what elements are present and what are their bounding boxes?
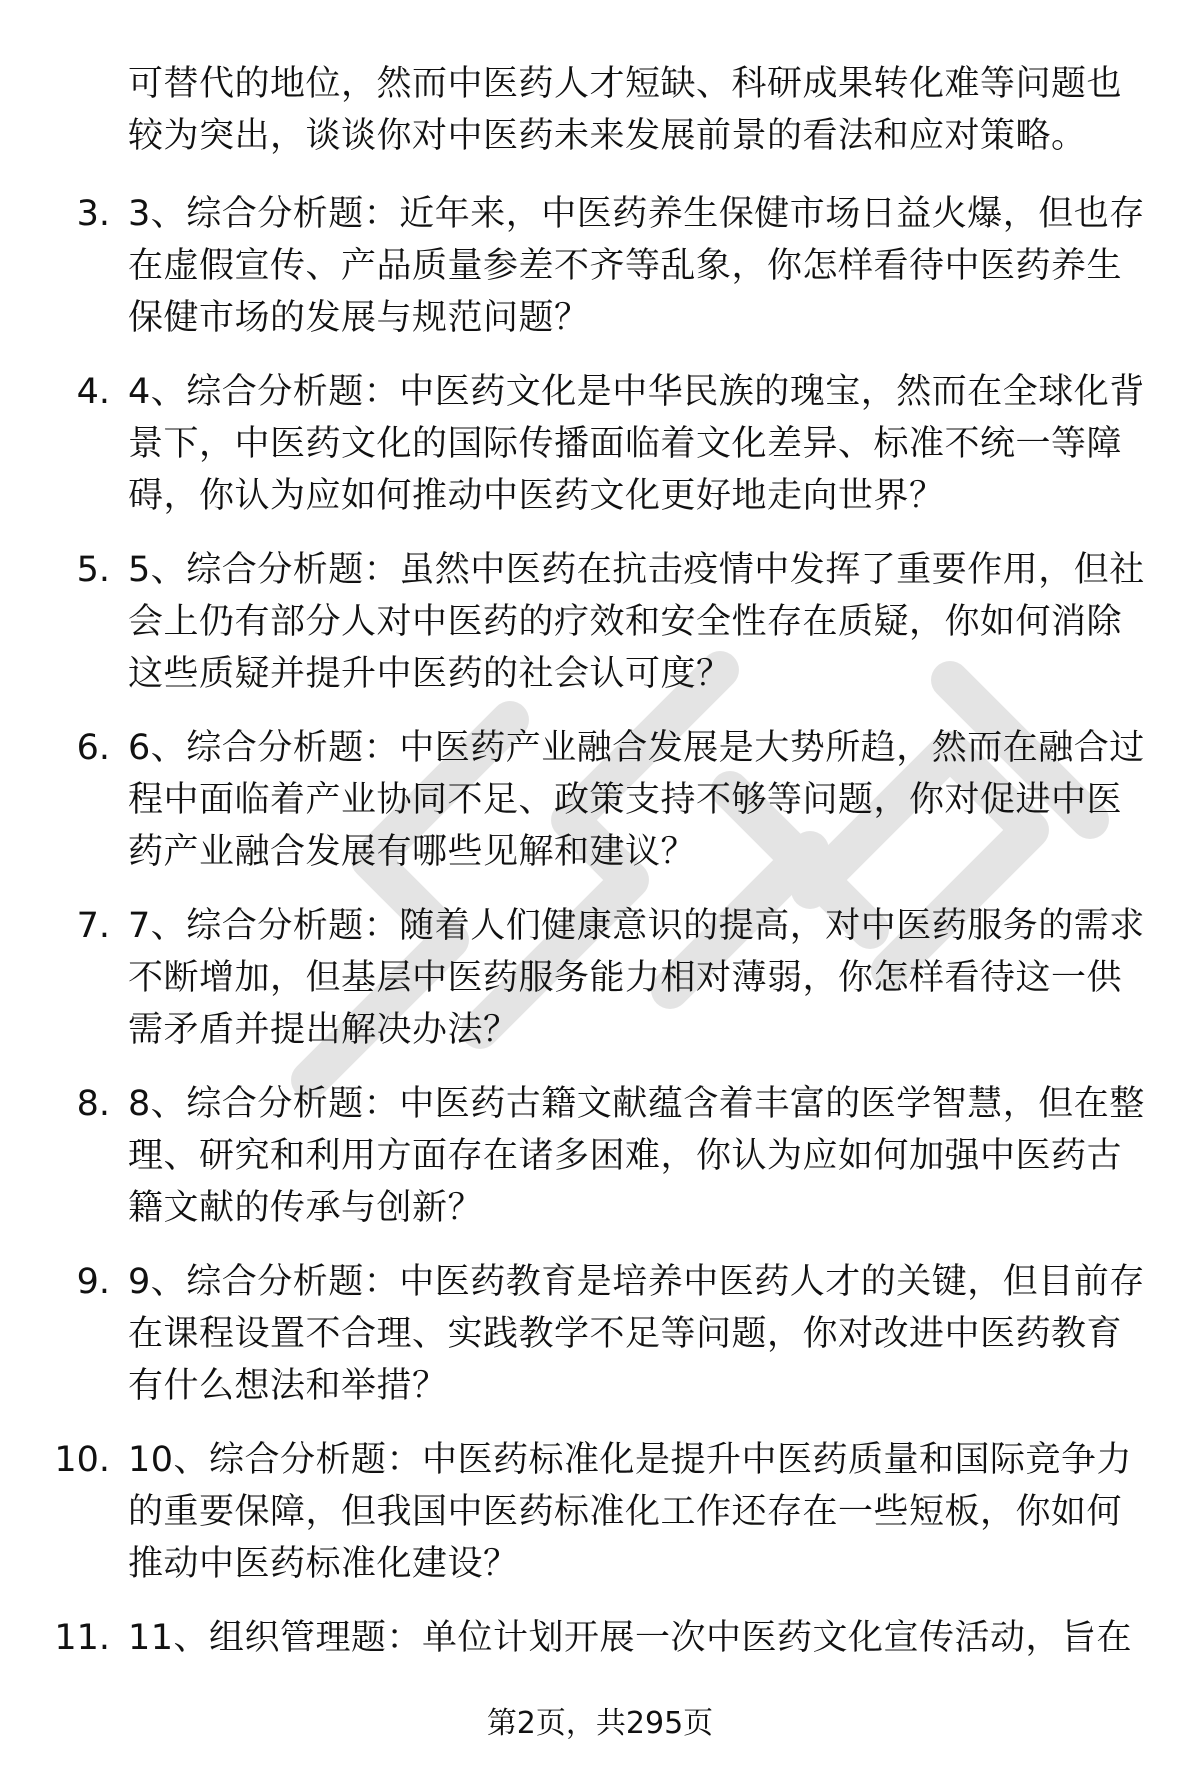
question-line: 碍，你认为应如何推动中医药文化更好地走向世界？ [128, 476, 945, 516]
question-text [128, 722, 1168, 878]
question-line: 4、综合分析题：中医药文化是中华民族的瑰宝，然而在全球化背 [128, 372, 1145, 412]
question-text [128, 188, 1168, 344]
question-number: 3. [76, 194, 110, 234]
intro-line: 较为突出，谈谈你对中医药未来发展前景的看法和应对策略。 [128, 116, 1087, 156]
question-number: 4. [76, 372, 110, 412]
page-number-label: 第2页，共295页 [486, 1706, 714, 1741]
question-line: 6、综合分析题：中医药产业融合发展是大势所趋，然而在融合过 [128, 728, 1145, 768]
question-text [128, 1078, 1168, 1234]
question-line: 7、综合分析题：随着人们健康意识的提高，对中医药服务的需求 [128, 906, 1145, 946]
question-line: 5、综合分析题：虽然中医药在抗击疫情中发挥了重要作用，但社 [128, 550, 1145, 590]
question-item-7 [0, 900, 1200, 1078]
question-item-6 [0, 722, 1200, 900]
question-list [0, 188, 1200, 1790]
question-item-8 [0, 1078, 1200, 1256]
question-line: 这些质疑并提升中医药的社会认可度？ [128, 654, 732, 694]
question-line: 有什么想法和举措？ [128, 1366, 448, 1406]
question-line: 11、组织管理题：单位计划开展一次中医药文化宣传活动，旨在 [128, 1618, 1133, 1658]
question-item-9 [0, 1256, 1200, 1434]
question-number: 7. [76, 906, 110, 946]
question-item-11 [0, 1612, 1200, 1790]
question-number: 11. [54, 1618, 110, 1658]
question-line: 8、综合分析题：中医药古籍文献蕴含着丰富的医学智慧，但在整 [128, 1084, 1145, 1124]
question-line: 景下，中医药文化的国际传播面临着文化差异、标准不统一等障 [128, 424, 1123, 464]
question-line: 在虚假宣传、产品质量参差不齐等乱象，你怎样看待中医药养生 [128, 246, 1123, 286]
intro-paragraph [128, 58, 1138, 162]
question-line: 不断增加，但基层中医药服务能力相对薄弱，你怎样看待这一供 [128, 958, 1123, 998]
page-footer [0, 1702, 1200, 1746]
question-line: 保健市场的发展与规范问题？ [128, 298, 590, 338]
question-line: 药产业融合发展有哪些见解和建议？ [128, 832, 697, 872]
question-number: 10. [54, 1440, 110, 1480]
question-line: 理、研究和利用方面存在诸多困难，你认为应如何加强中医药古 [128, 1136, 1123, 1176]
question-line: 程中面临着产业协同不足、政策支持不够等问题，你对促进中医 [128, 780, 1123, 820]
question-item-5 [0, 544, 1200, 722]
question-line: 9、综合分析题：中医药教育是培养中医药人才的关键，但目前存 [128, 1262, 1145, 1302]
question-text [128, 1612, 1168, 1664]
question-text [128, 1256, 1168, 1412]
question-text [128, 544, 1168, 700]
question-line: 的重要保障，但我国中医药标准化工作还存在一些短板，你如何 [128, 1492, 1123, 1532]
question-item-4 [0, 366, 1200, 544]
question-text [128, 900, 1168, 1056]
question-line: 籍文献的传承与创新？ [128, 1188, 484, 1228]
question-number: 8. [76, 1084, 110, 1124]
question-line: 会上仍有部分人对中医药的疗效和安全性存在质疑，你如何消除 [128, 602, 1123, 642]
question-text [128, 1434, 1168, 1590]
question-line: 10、综合分析题：中医药标准化是提升中医药质量和国际竞争力 [128, 1440, 1133, 1480]
question-number: 5. [76, 550, 110, 590]
question-text [128, 366, 1168, 522]
question-line: 在课程设置不合理、实践教学不足等问题，你对改进中医药教育 [128, 1314, 1123, 1354]
intro-line: 可替代的地位，然而中医药人才短缺、科研成果转化难等问题也 [128, 64, 1123, 104]
question-item-10 [0, 1434, 1200, 1612]
question-item-3 [0, 188, 1200, 366]
question-number: 9. [76, 1262, 110, 1302]
question-number: 6. [76, 728, 110, 768]
question-line: 需矛盾并提出解决办法？ [128, 1010, 519, 1050]
question-line: 3、综合分析题：近年来，中医药养生保健市场日益火爆，但也存 [128, 194, 1145, 234]
question-line: 推动中医药标准化建设？ [128, 1544, 519, 1584]
